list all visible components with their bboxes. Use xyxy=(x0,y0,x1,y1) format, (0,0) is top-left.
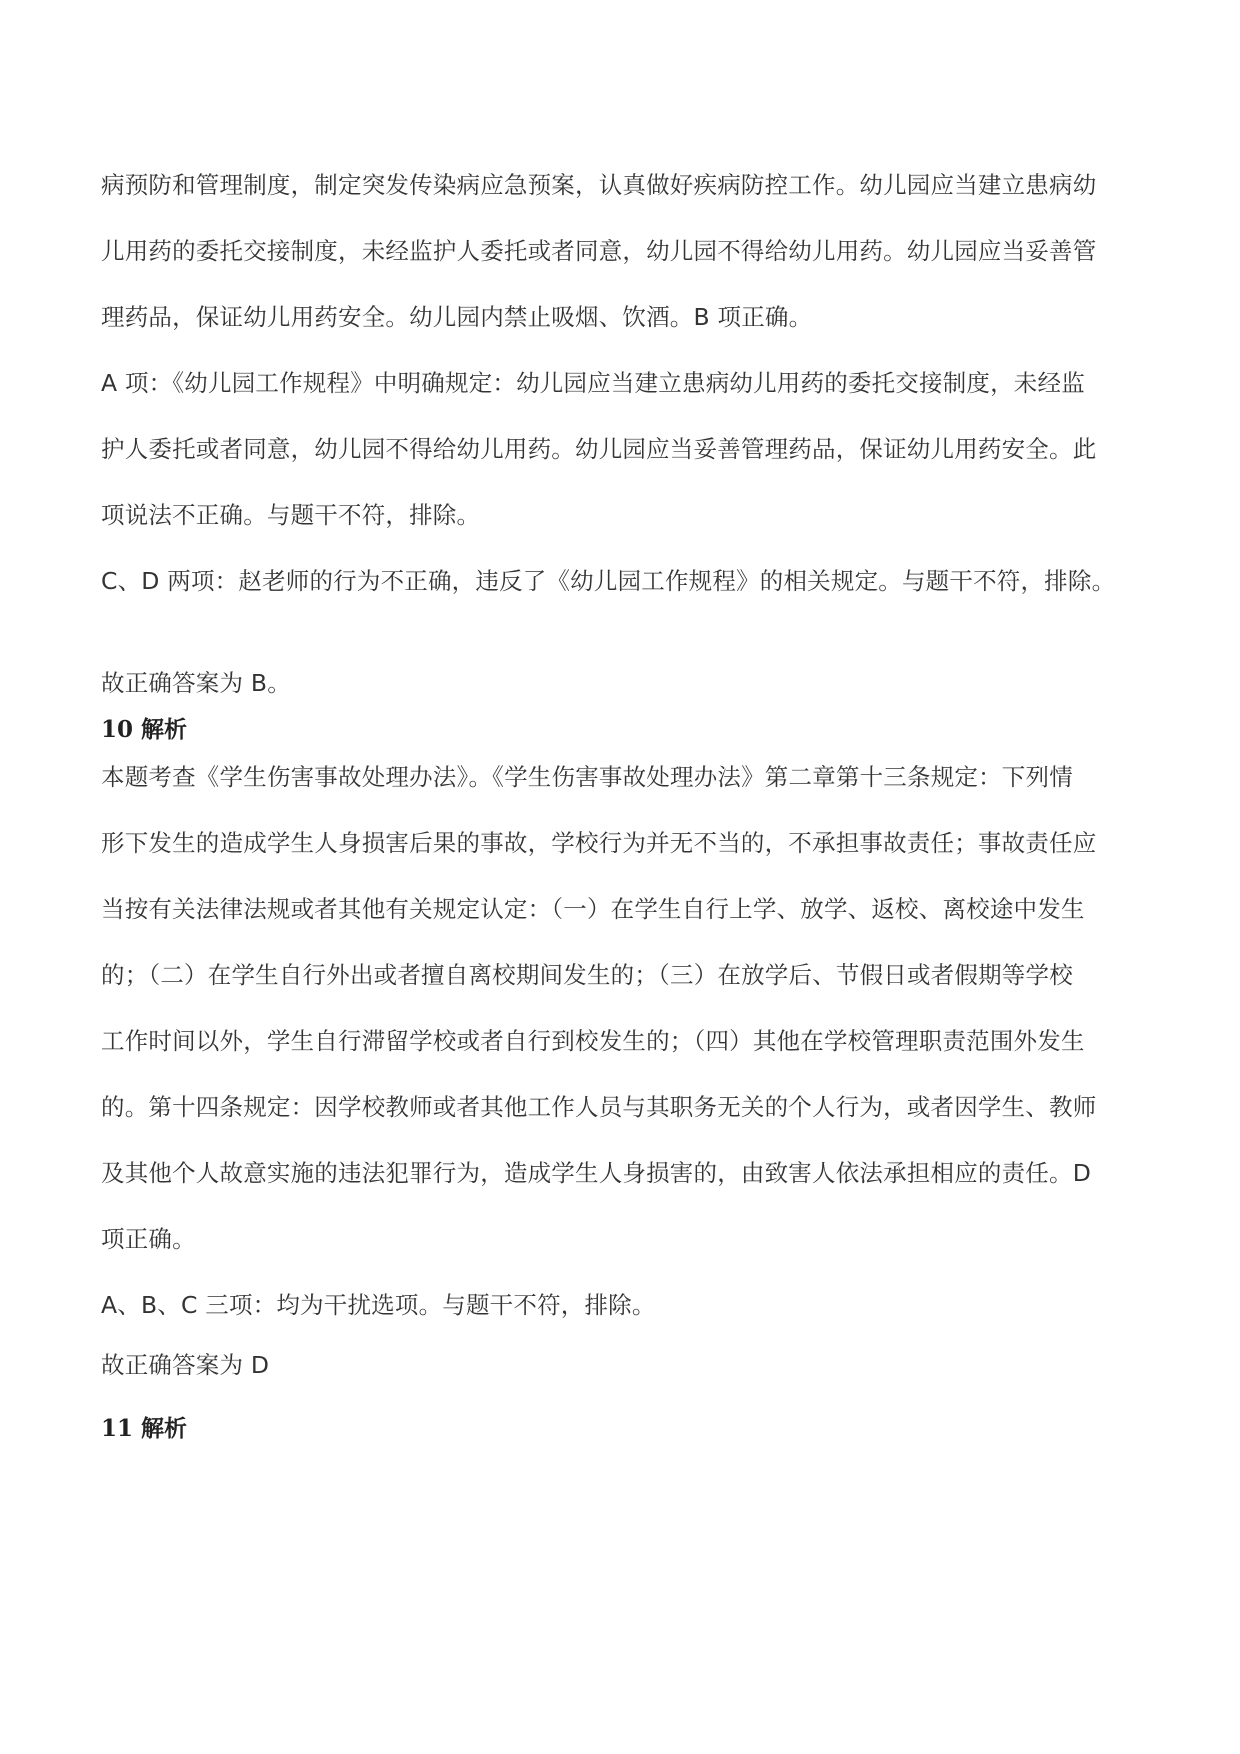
text-line: A、B、C 三项：均为干扰选项。与题干不符，排除。 xyxy=(101,1291,656,1319)
text-line: 病预防和管理制度，制定突发传染病应急预案，认真做好疾病防控工作。幼儿园应当建立患病幼 xyxy=(101,171,1097,199)
paragraph-option-a xyxy=(101,350,1161,548)
text-line: 工作时间以外，学生自行滞留学校或者自行到校发生的；（四）其他在学校管理职责范围外发生 xyxy=(101,1027,1085,1055)
text-line: 护人委托或者同意，幼儿园不得给幼儿用药。幼儿园应当妥善管理药品，保证幼儿用药安全。此 xyxy=(101,435,1097,463)
text-line: 故正确答案为 B。 xyxy=(101,669,291,697)
text-line: 及其他个人故意实施的违法犯罪行为，造成学生人身损害的，由致害人依法承担相应的责任。D xyxy=(101,1159,1091,1187)
text-line: 项正确。 xyxy=(101,1225,196,1253)
paragraph-answer-9 xyxy=(101,650,1161,716)
text-line: 形下发生的造成学生人身损害后果的事故，学校行为并无不当的，不承担事故责任；事故责任应 xyxy=(101,829,1097,857)
text-line: C、D 两项：赵老师的行为不正确，违反了《幼儿园工作规程》的相关规定。与题干不符，排除。 xyxy=(101,567,1116,595)
paragraph-continuation xyxy=(101,152,1161,350)
paragraph-option-abc xyxy=(101,1272,1161,1338)
paragraph-option-cd xyxy=(101,548,1161,614)
paragraph-analysis-10 xyxy=(101,744,1161,1272)
text-line: 故正确答案为 D xyxy=(101,1351,270,1379)
text-line: 儿用药的委托交接制度，未经监护人委托或者同意，幼儿园不得给幼儿用药。幼儿园应当妥善管 xyxy=(101,237,1097,265)
text-line: 项说法不正确。与题干不符，排除。 xyxy=(101,501,481,529)
paragraph-answer-10 xyxy=(101,1332,1161,1398)
text-line: 的。第十四条规定：因学校教师或者其他工作人员与其职务无关的个人行为，或者因学生、教师 xyxy=(101,1093,1097,1121)
text-line: A 项：《幼儿园工作规程》中明确规定：幼儿园应当建立患病幼儿用药的委托交接制度，未经监 xyxy=(101,369,1085,397)
section-heading-10: 10 解析 xyxy=(101,716,188,743)
section-heading-11: 11 解析 xyxy=(101,1415,188,1442)
text-line: 当按有关法律法规或者其他有关规定认定：（一）在学生自行上学、放学、返校、离校途中发生 xyxy=(101,895,1085,923)
text-line: 理药品，保证幼儿用药安全。幼儿园内禁止吸烟、饮酒。B 项正确。 xyxy=(101,303,813,331)
document-page xyxy=(101,152,1161,1448)
text-line: 本题考查《学生伤害事故处理办法》。《学生伤害事故处理办法》第二章第十三条规定：下列情 xyxy=(101,763,1073,791)
text-line: 的；（二）在学生自行外出或者擅自离校期间发生的；（三）在放学后、节假日或者假期等学校 xyxy=(101,961,1073,989)
